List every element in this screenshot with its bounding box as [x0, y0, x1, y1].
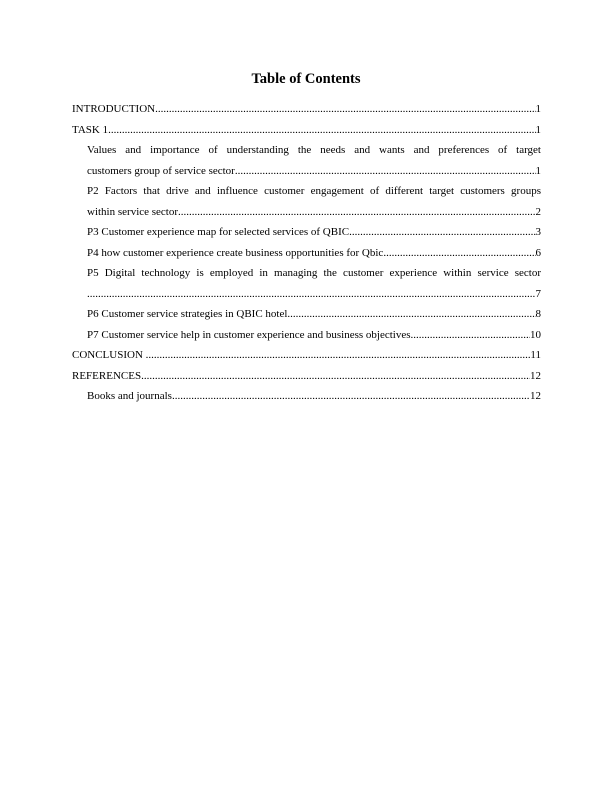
toc-entry-p5-line2[interactable] [87, 284, 541, 305]
toc-entry-p6[interactable] [87, 304, 541, 325]
toc-entry-p4[interactable] [87, 243, 541, 264]
dot-leader [141, 366, 530, 387]
toc-entry-p3[interactable] [87, 222, 541, 243]
toc-page-number: 1 [535, 164, 541, 177]
toc-entry-conclusion[interactable] [72, 345, 541, 366]
dot-leader [287, 304, 535, 325]
toc-entry-p7[interactable] [87, 325, 541, 346]
dot-leader [108, 120, 535, 141]
toc-page-number: 7 [535, 287, 541, 300]
toc-page-number: 12 [530, 390, 541, 402]
toc-entry-label: P5 Digital technology is employed in managing the customer experience within service sector [87, 267, 541, 279]
dot-leader [87, 284, 536, 305]
toc-entry-task-1[interactable] [72, 120, 541, 141]
toc-entry-books-and-journals[interactable] [87, 386, 541, 407]
toc-page-number: 2 [535, 205, 541, 218]
toc-entry-p5-line1[interactable] [87, 263, 541, 284]
toc-entry-p2-line2[interactable] [87, 202, 541, 223]
toc-page-number: 1 [535, 123, 541, 136]
toc-entry-label: CONCLUSION [72, 349, 146, 361]
toc-entry-label: P4 how customer experience create business opportunities for Qbic [87, 246, 384, 259]
toc-entry-label: Books and journals [87, 390, 172, 402]
toc-entry-values-line2[interactable] [87, 161, 541, 182]
toc-entry-label: INTRODUCTION [72, 103, 156, 115]
dot-leader [349, 222, 535, 243]
toc-entry-label: P2 Factors that drive and influence customer engagement of different target customers groups [87, 185, 541, 197]
toc-page-number: 3 [535, 226, 541, 238]
toc-entry-label: P3 Customer experience map for selected services of QBIC [87, 226, 350, 238]
toc-page-number: 11 [530, 349, 541, 361]
dot-leader [178, 202, 535, 223]
dot-leader [411, 325, 531, 346]
toc-page-number: 12 [530, 369, 541, 382]
toc-entry-references[interactable] [72, 366, 541, 387]
toc-entry-label: REFERENCES [72, 369, 142, 382]
toc-entry-label: P6 Customer service strategies in QBIC hotel [87, 308, 288, 320]
toc-page-number: 1 [535, 103, 541, 115]
dot-leader [383, 243, 535, 264]
toc-entry-label: customers group of service sector [87, 164, 235, 177]
dot-leader [146, 345, 531, 366]
toc-page-number: 10 [530, 328, 541, 341]
dot-leader [235, 161, 536, 182]
toc-entry-values-line1[interactable] [87, 140, 541, 161]
toc-entry-label: within service sector [87, 205, 179, 218]
toc-entry-label: Values and importance of understanding the needs and wants and preferences of target [87, 144, 541, 156]
dot-leader [172, 386, 530, 407]
table-of-contents [72, 99, 541, 407]
toc-title: Table of Contents [251, 71, 361, 87]
toc-entry-introduction[interactable] [72, 99, 541, 120]
toc-entry-label: TASK 1 [72, 123, 109, 136]
toc-entry-label: P7 Customer service help in customer experience and business objectives [87, 328, 411, 341]
dot-leader [155, 99, 535, 120]
toc-page-number: 8 [535, 308, 541, 320]
toc-entry-p2-line1[interactable] [87, 181, 541, 202]
toc-page-number: 6 [535, 246, 541, 259]
